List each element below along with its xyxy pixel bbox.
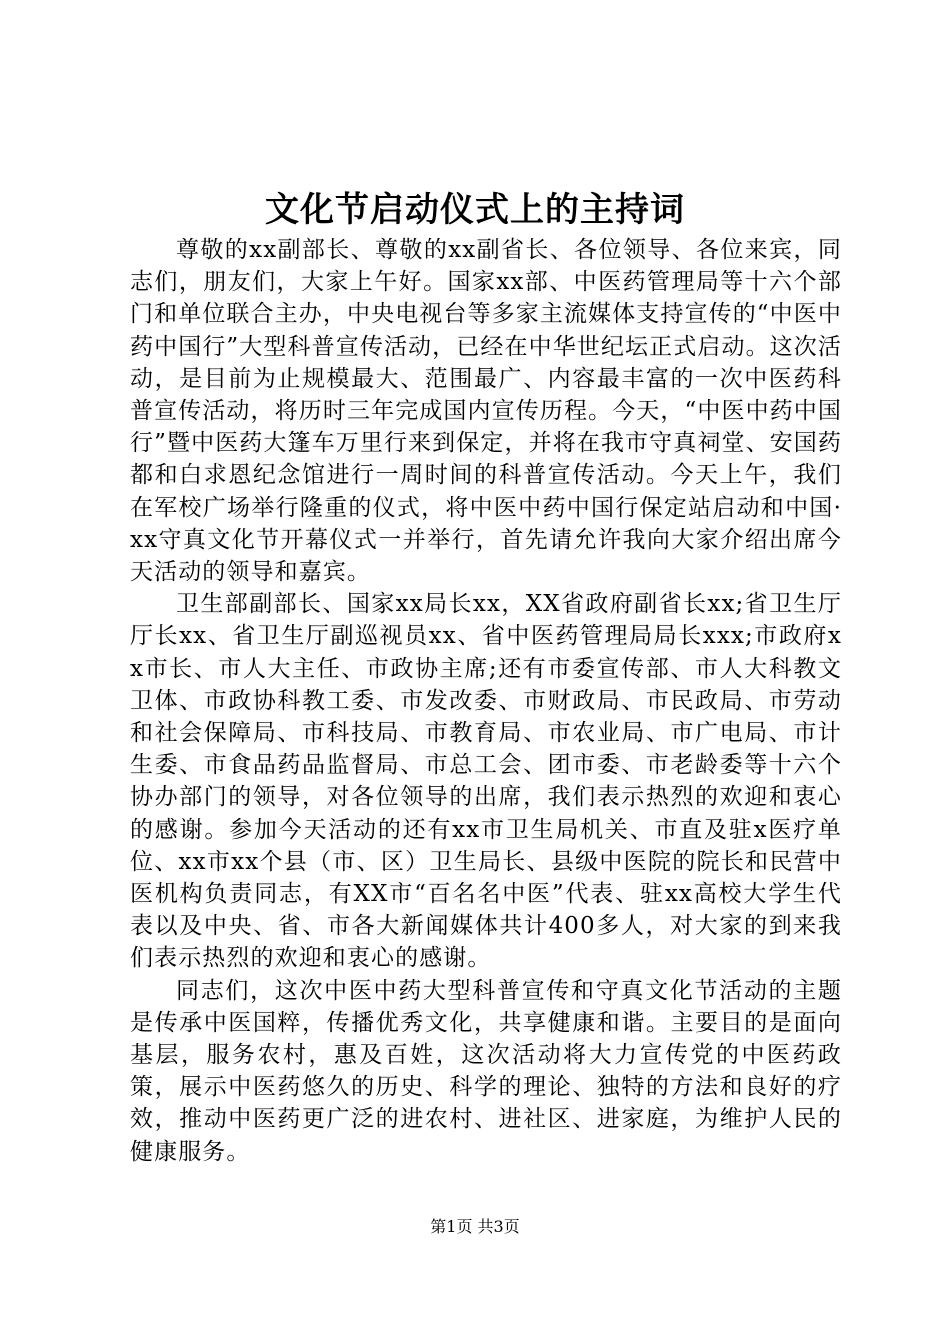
document-body xyxy=(130,234,842,1168)
paragraph-guests: 卫生部副部长、国家xx局长xx，XX省政府副省长xx;省卫生厅厅长xx、省卫生厅副巡视员xx、省中医药管理局局长xxx;市政府xx市长、市人大主任、市政协主席;还有市委宣传部、市人大科教文卫体、市政协科教工委、市发改委、市财政局、市民政局、市劳动和社会保障局、市科技局、市教育局、市农业局、市广电局、市计生委、市食品药品监督局、市总工会、团市委、市老龄委等十六个协办部门的领导，对各位领导的出席，我们表示热烈的欢迎和衷心的感谢。参加今天活动的还有xx市卫生局机关、市直及驻x医疗单位、xx市xx个县（市、区）卫生局长、县级中医院的院长和民营中医机构负责同志，有XX市“百名名中医”代表、驻xx高校大学生代表以及中央、省、市各大新闻媒体共计400多人，对大家的到来我们表示热烈的欢迎和衷心的感谢。 xyxy=(130,591,842,972)
document-title: 文化节启动仪式上的主持词 xyxy=(265,190,685,230)
page-number-footer: 第1页 共3页 xyxy=(430,1217,520,1236)
paragraph-opening: 尊敬的xx副部长、尊敬的xx副省长、各位领导、各位来宾，同志们，朋友们，大家上午好。国家xx部、中医药管理局等十六个部门和单位联合主办，中央电视台等多家主流媒体支持宣传的“中医中药中国行”大型科普宣传活动，已经在中华世纪坛正式启动。这次活动，是目前为止规模最大、范围最广、内容最丰富的一次中医药科普宣传活动，将历时三年完成国内宣传历程。今天，“中医中药中国行”暨中医药大篷车万里行来到保定，并将在我市守真祠堂、安国药都和白求恩纪念馆进行一周时间的科普宣传活动。今天上午，我们在军校广场举行隆重的仪式，将中医中药中国行保定站启动和中国·xx守真文化节开幕仪式一并举行，首先请允许我向大家介绍出席今天活动的领导和嘉宾。 xyxy=(130,237,842,586)
paragraph-theme: 同志们，这次中医中药大型科普宣传和守真文化节活动的主题是传承中医国粹，传播优秀文化，共享健康和谐。主要目的是面向基层，服务农村，惠及百姓，这次活动将大力宣传党的中医药政策，展示中医药悠久的历史、科学的理论、独特的方法和良好的疗效，推动中医药更广泛的进农村、进社区、进家庭，为维护人民的健康服务。 xyxy=(130,977,842,1165)
